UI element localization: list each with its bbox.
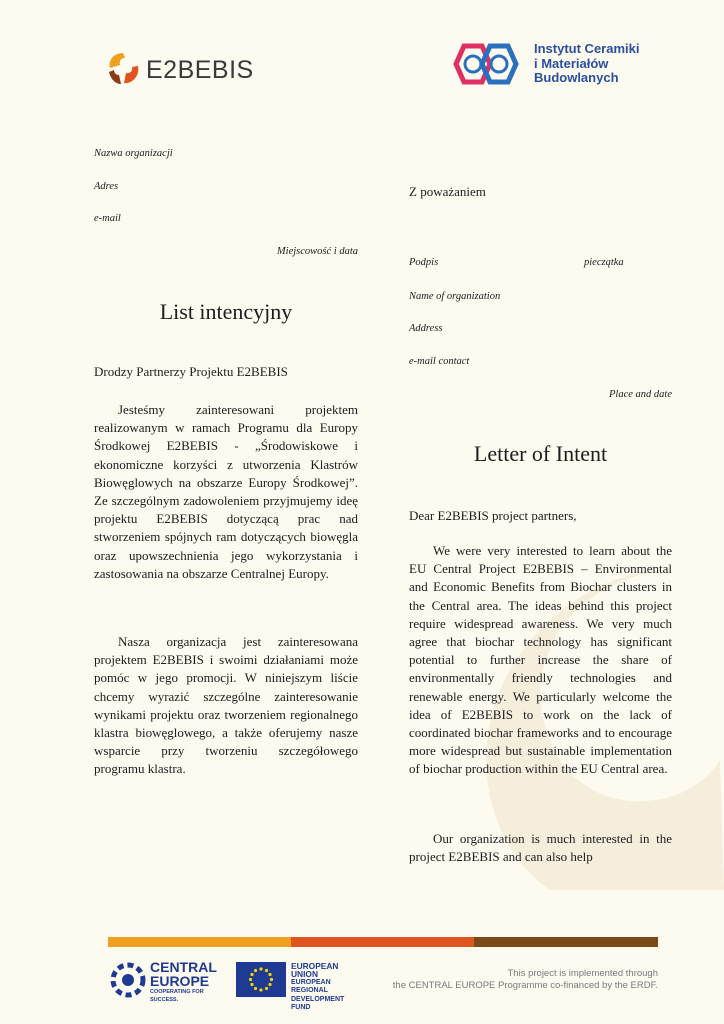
e2bebis-logo-icon [104, 50, 142, 88]
central-europe-line-3: COOPERATING FOR SUCCESS. [150, 989, 204, 1003]
en-place-date-label: Place and date [609, 389, 672, 400]
en-paragraph-2: Our organization is much interested in the project E2BEBIS and can also help [409, 831, 672, 865]
pl-org-name-label: Nazwa organizacji [94, 148, 173, 159]
pl-email-label: e-mail [94, 213, 121, 224]
central-europe-line-2: EUROPE [150, 973, 210, 989]
institute-line-3: Budowlanych [534, 70, 619, 85]
institute-logo-icon [448, 42, 528, 88]
eu-line-3: DEVELOPMENT FUND [291, 995, 345, 1012]
institute-line-2: i Materiałów [534, 55, 609, 71]
closing-text: Z poważaniem [409, 184, 486, 199]
central-europe-line-1: CENTRAL [150, 959, 217, 975]
en-paragraph-1: We were very interested to learn about the EU Central Project E2BEBIS – Environmental and Economic Benefits from Biochar clusters in the Central area. The ideas behind this project require widespread awareness. We very much agree that biochar technology has significant potential to further increase the share of environmentally friendly technologies and renewable energy. We particularly welcome the idea of E2BEBIS to work on the lack of coordinated biochar frameworks and to encourage more widespread but sustainable implementation of biochar production within the EU Central area. [409, 543, 672, 777]
eu-text [291, 962, 363, 1012]
footer-bar-brown [474, 937, 658, 947]
institute-line-1: Instytut Ceramiki [534, 41, 640, 56]
footer-note-line-2: the CENTRAL EUROPE Programme co-financed by the ERDF. [392, 980, 658, 991]
institute-logo-text [534, 42, 664, 86]
pl-salutation: Drodzy Partnerzy Projektu E2BEBIS [94, 364, 288, 379]
pl-paragraph-1: Jesteśmy zainteresowani projektem realizowanym w ramach Programu dla Europy Środkowej E2BEBIS - „Środowiskowe i ekonomiczne korzyści z utworzenia Klastrów Biowęglowych na obszarze Europy Środkowej”. Ze szczególnym zadowoleniem przyjmujemy ideę projektu E2BEBIS dotyczącą prac nad stworzeniem spójnych ram dotyczących biowęgla oraz upowszechnienia jego wykorzystania i zastosowania na obszarze Centralnej Europy. [94, 402, 358, 581]
pl-title: List intencyjny [159, 299, 293, 324]
footer-note-line-1: This project is implemented through [507, 968, 658, 979]
e2bebis-logo-text: E2BEBIS [146, 56, 254, 84]
en-title: Letter of Intent [473, 441, 608, 466]
eu-flag-icon [236, 962, 286, 997]
central-europe-icon [108, 960, 148, 1000]
footer-note [390, 968, 658, 992]
footer-bar-orange [291, 937, 474, 947]
pl-address-label: Adres [94, 181, 119, 192]
en-address-label: Address [409, 323, 443, 334]
en-org-name-label: Name of organization [409, 291, 501, 302]
central-europe-logo [108, 959, 226, 1003]
pl-place-date-label: Miejscowość i data [276, 246, 358, 257]
eu-line-2: EUROPEAN REGIONAL [291, 978, 331, 995]
signature-label: Podpis [409, 257, 439, 268]
en-email-label: e-mail contact [409, 356, 470, 367]
stamp-label: pieczątka [584, 257, 624, 268]
eu-line-1: EUROPEAN UNION [291, 961, 339, 980]
en-salutation: Dear E2BEBIS project partners, [409, 508, 577, 523]
pl-paragraph-2: Nasza organizacja jest zainteresowana projektem E2BEBIS i swoimi działaniami może pomóc w jego promocji. W niniejszym liście chcemy wyrazić szczególne zainteresowanie wynikami projektu oraz tworzeniem regionalnego klastra biowęglowego, a także oferujemy nasze wsparcie przy tworzeniu szczegółowego programu klastra. [94, 634, 358, 777]
footer-bar-yellow [108, 937, 291, 947]
